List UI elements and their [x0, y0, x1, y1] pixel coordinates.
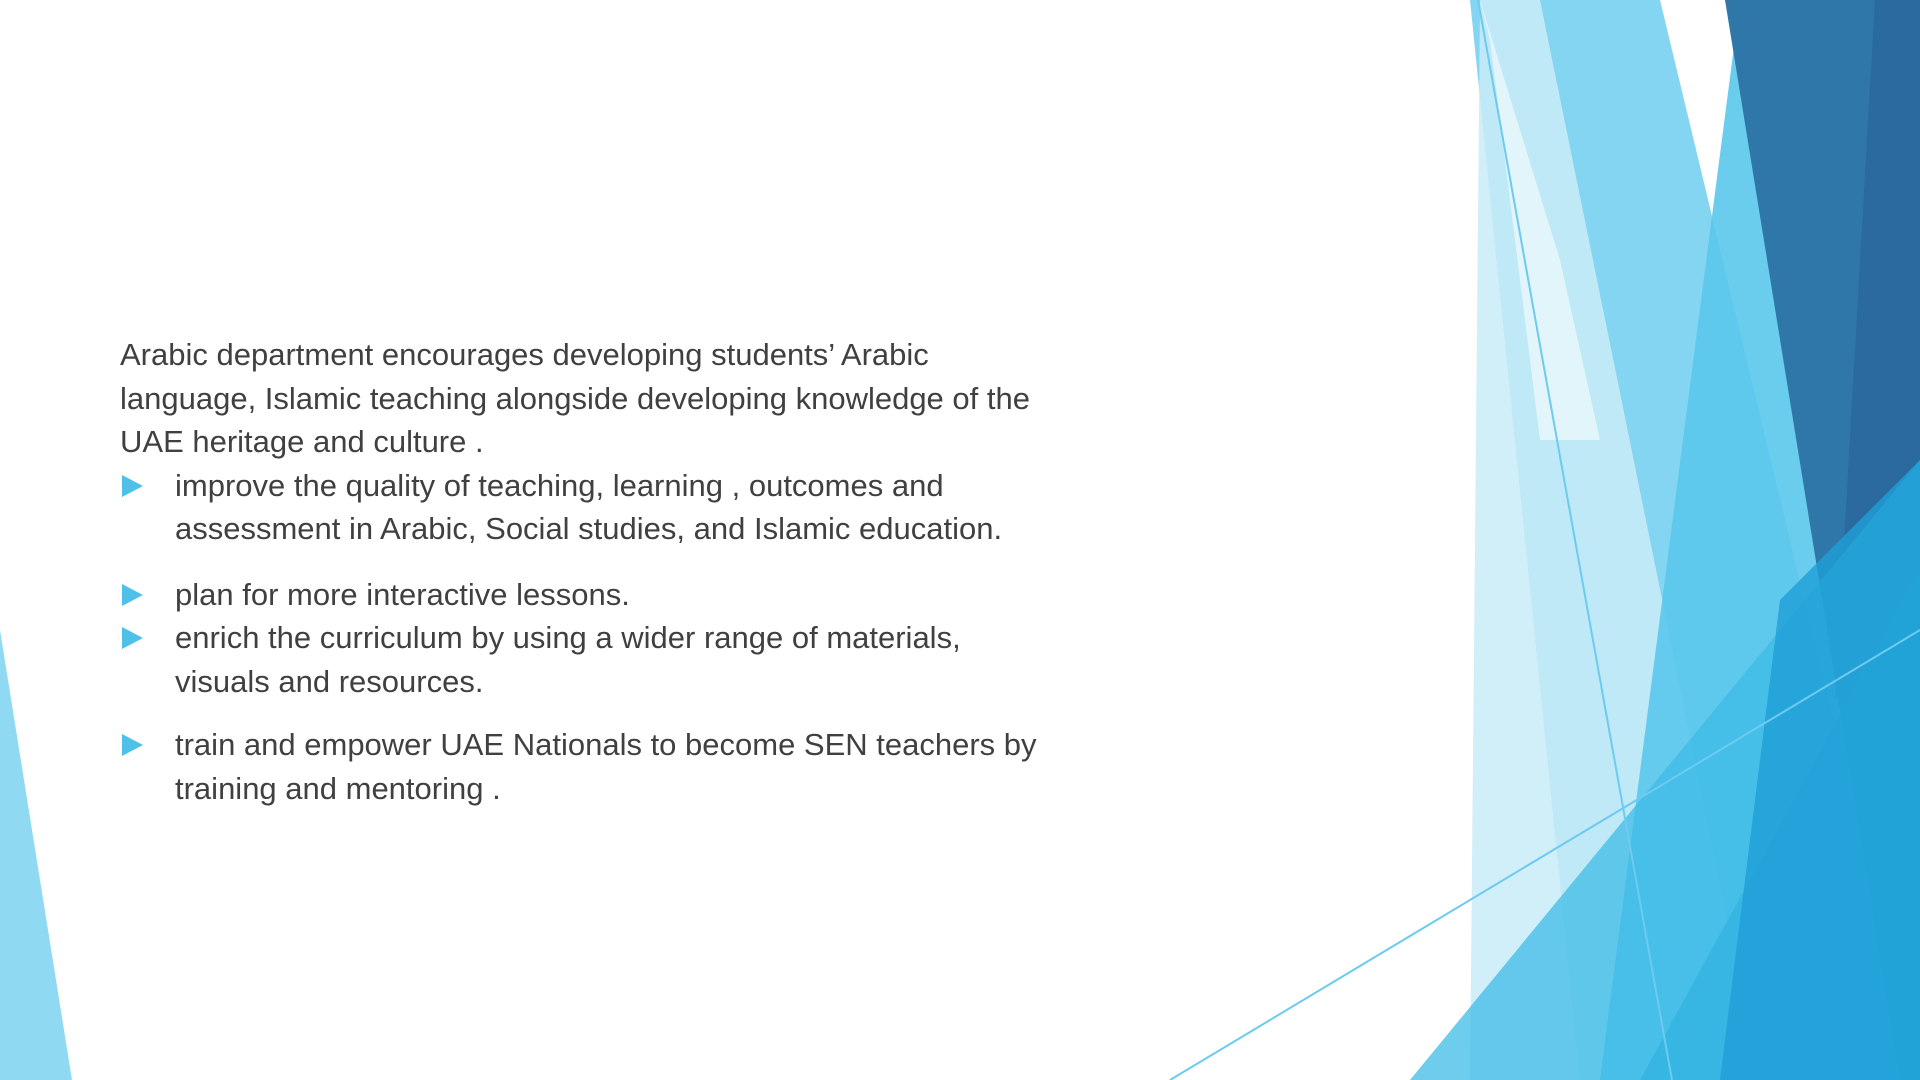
bullet-item [120, 723, 1060, 810]
bullet-item [120, 464, 1060, 551]
intro-paragraph: Arabic department encourages developing students’ Arabic language, Islamic teaching alongside developing knowledge of the UAE heritage and culture . [120, 337, 1030, 459]
bullet-text: improve the quality of teaching, learning , outcomes and assessment in Arabic, Social studies, and Islamic education. [175, 467, 1003, 546]
triangle-bullet-icon [122, 475, 143, 497]
decor-facet-left [0, 630, 72, 1080]
bullet-list [120, 464, 1060, 811]
triangle-bullet-icon [122, 734, 143, 756]
slide-content [120, 333, 1060, 810]
triangle-bullet-icon [122, 627, 143, 649]
bullet-text: enrich the curriculum by using a wider range of materials, visuals and resources. [175, 620, 961, 699]
bullet-text: train and empower UAE Nationals to become SEN teachers by training and mentoring . [175, 727, 1037, 806]
triangle-bullet-icon [122, 584, 143, 606]
bullet-item [120, 616, 1060, 703]
bullet-text: plan for more interactive lessons. [175, 576, 630, 612]
bullet-item [120, 573, 1060, 617]
